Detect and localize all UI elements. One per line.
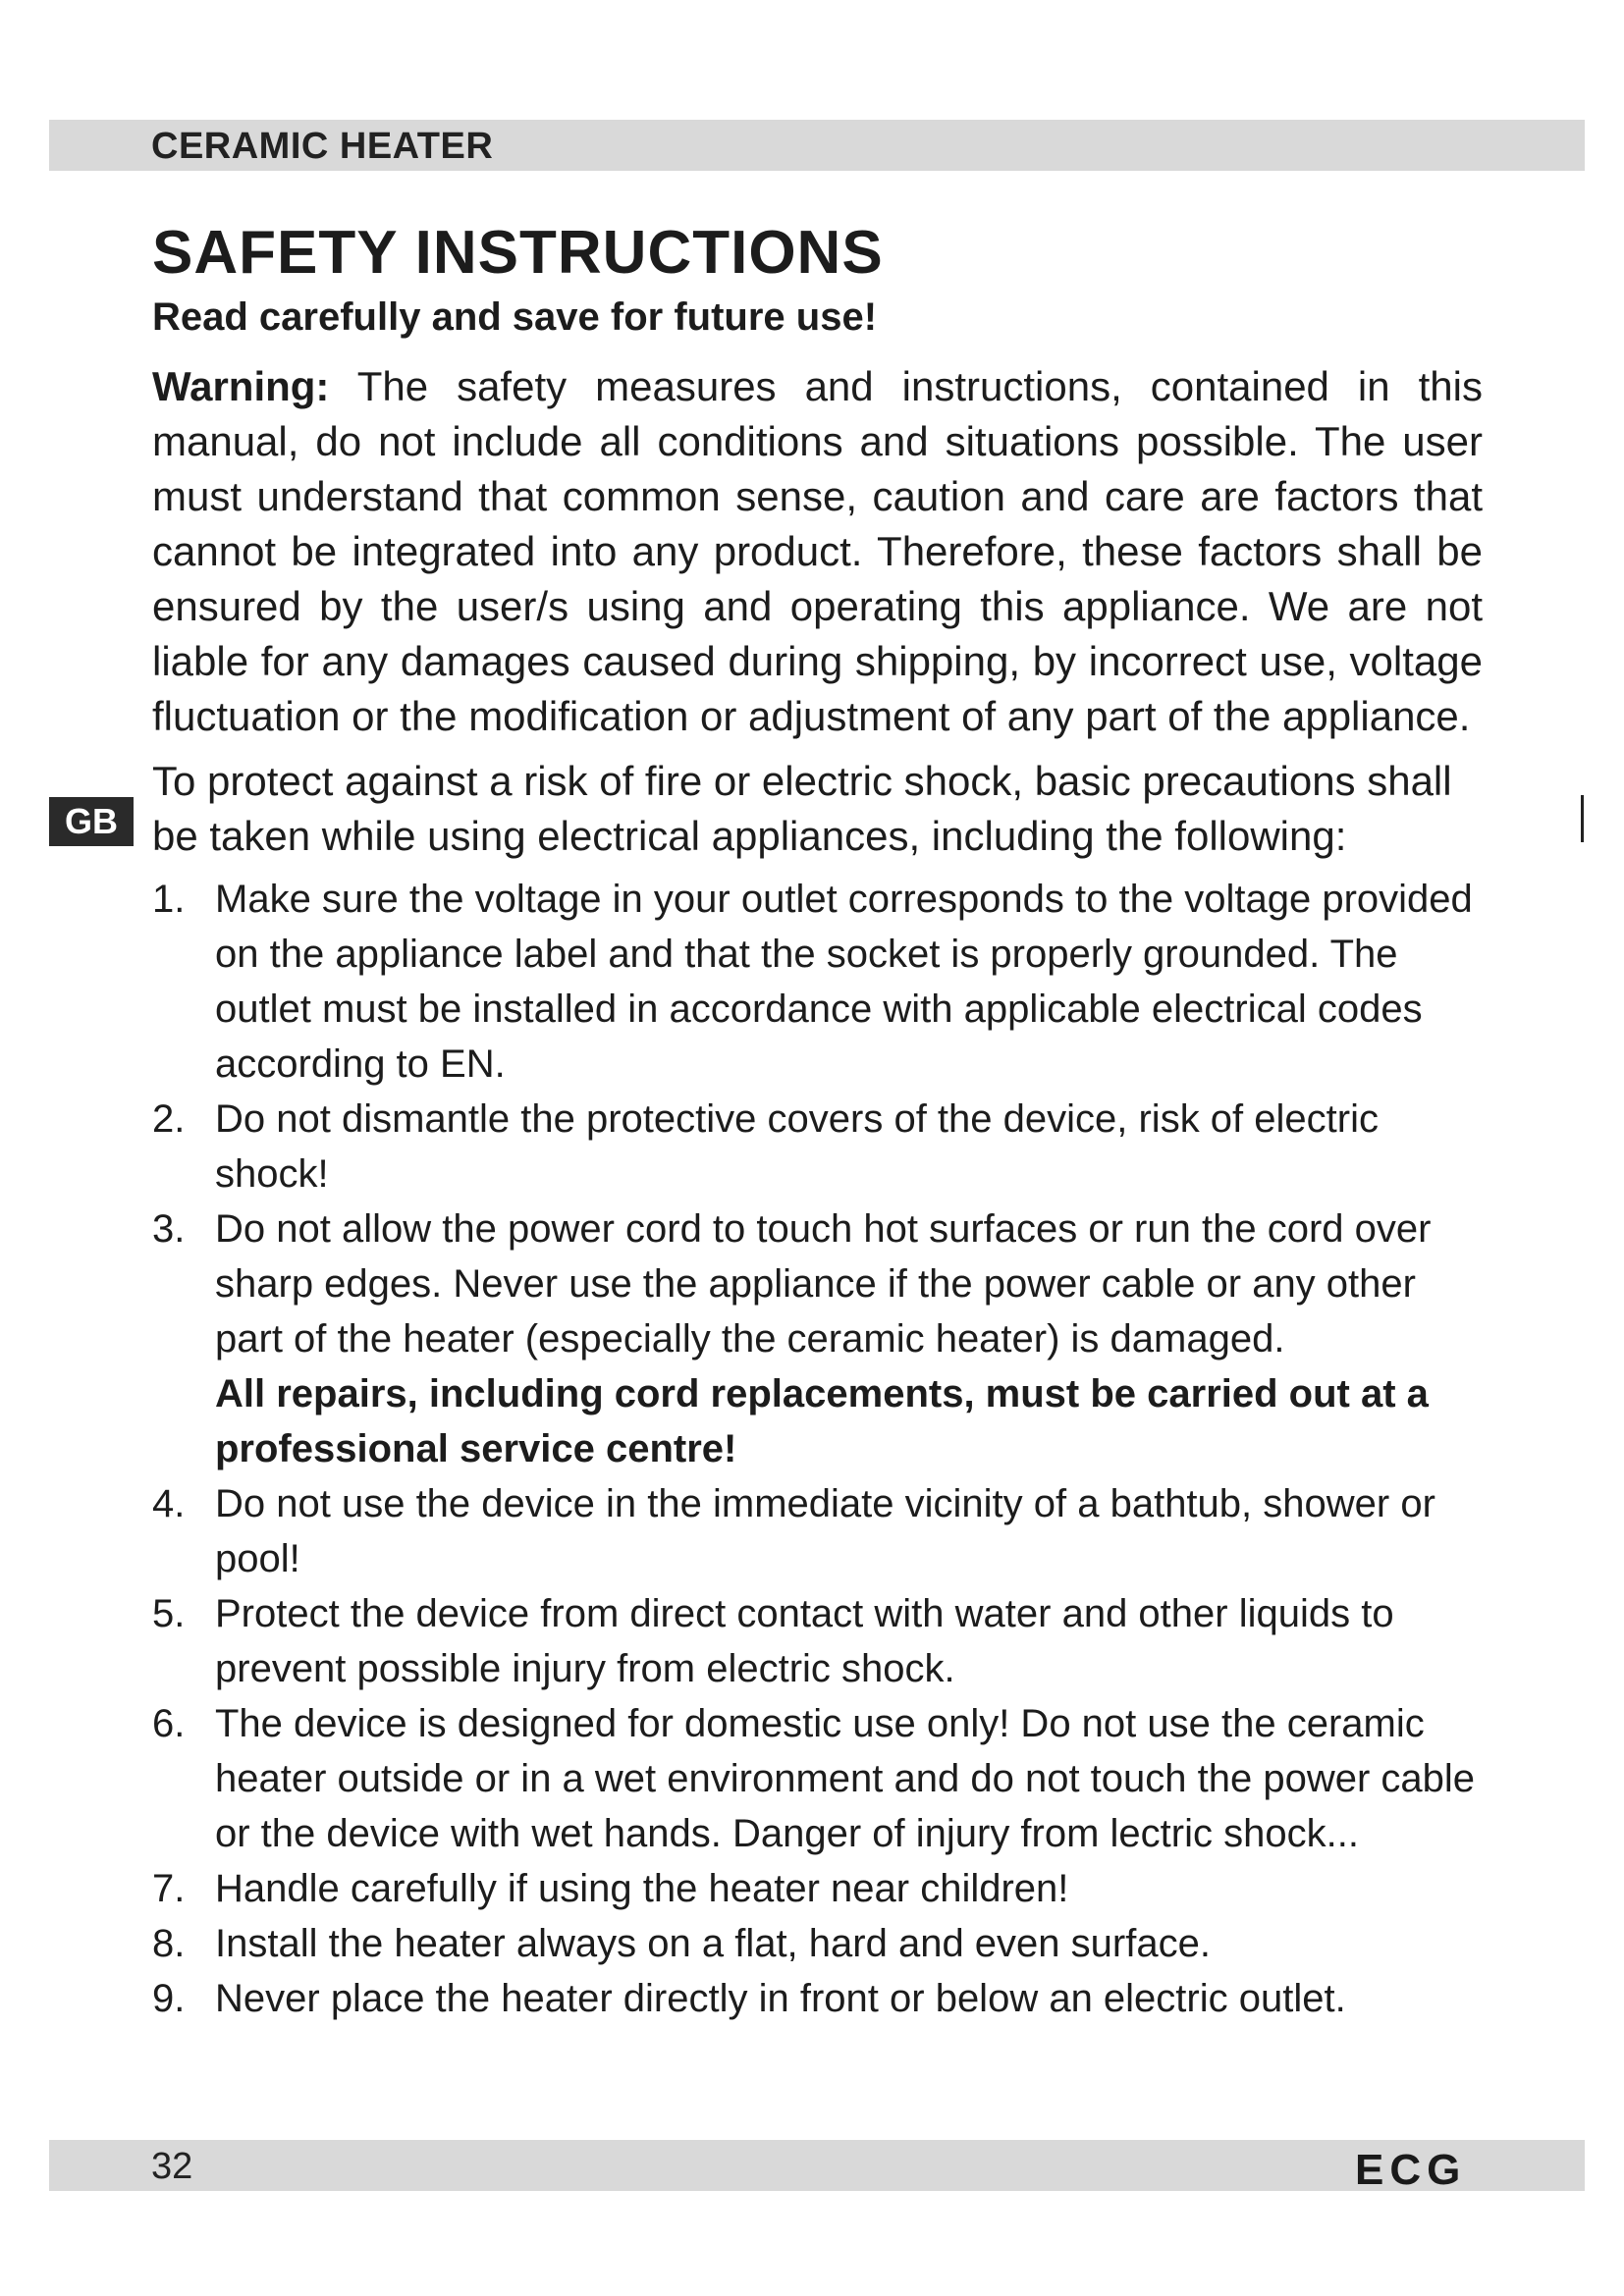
intro-paragraph: To protect against a risk of fire or electric shock, basic precautions shall be taken while using electrical appliances, including the following: <box>152 758 1452 859</box>
list-item <box>152 1971 1483 2026</box>
header-bar <box>49 120 1585 171</box>
list-item <box>152 1586 1483 1696</box>
warning-text: The safety measures and instructions, contained in this manual, do not include all conditions and situations possible. The user must understand that common sense, caution and care are factors that cannot be integrated into any product. Therefore, these factors shall be ensured by the user/s using and operating this appliance. We are not liable for any damages caused during shipping, by incorrect use, voltage fluctuation or the modification or adjustment of any part of the appliance. <box>152 363 1483 739</box>
item-text: Make sure the voltage in your outlet corresponds to the voltage provided on the appliance label and that the socket is properly grounded. The outlet must be installed in accordance with applicable electrical codes according to EN. <box>215 878 1473 1086</box>
page-title: SAFETY INSTRUCTIONS <box>152 219 884 287</box>
main-content <box>152 216 1483 2026</box>
item-number: 2. <box>152 1097 186 1141</box>
list-item <box>152 1861 1483 1916</box>
item-text: Do not use the device in the immediate vicinity of a bathtub, shower or pool! <box>215 1482 1435 1580</box>
subtitle: Read carefully and save for future use! <box>152 295 878 339</box>
item-number: 1. <box>152 878 186 921</box>
item-number: 7. <box>152 1867 186 1910</box>
margin-mark <box>1581 795 1584 842</box>
item-bold-note: All repairs, including cord replacements, must be carried out at a professional service centre! <box>215 1372 1429 1470</box>
item-number: 5. <box>152 1592 186 1635</box>
brand-logo: ECG <box>1355 2146 1467 2194</box>
footer-bar <box>49 2140 1585 2194</box>
list-item <box>152 1916 1483 1971</box>
list-item <box>152 1476 1483 1586</box>
item-text: Install the heater always on a flat, hard and even surface. <box>215 1922 1211 1965</box>
list-item <box>152 1696 1483 1861</box>
item-number: 6. <box>152 1702 186 1745</box>
warning-label: Warning: <box>152 363 330 409</box>
item-text: Do not dismantle the protective covers of the device, risk of electric shock! <box>215 1097 1379 1196</box>
item-text: Protect the device from direct contact with water and other liquids to prevent possible injury from electric shock. <box>215 1592 1394 1690</box>
item-number: 3. <box>152 1207 186 1251</box>
item-text: The device is designed for domestic use only! Do not use the ceramic heater outside or in a wet environment and do not touch the power cable or the device with wet hands. Danger of injury from lectric shock... <box>215 1702 1476 1855</box>
list-item <box>152 1092 1483 1201</box>
item-number: 8. <box>152 1922 186 1965</box>
language-tab: GB <box>49 797 134 846</box>
item-text: Do not allow the power cord to touch hot surfaces or run the cord over sharp edges. Never use the appliance if the power cable or any other part of the heater (especially the ceramic heater) is damaged. <box>215 1207 1432 1361</box>
header-title: CERAMIC HEATER <box>151 126 494 167</box>
item-text: Never place the heater directly in front or below an electric outlet. <box>215 1977 1346 2020</box>
page-number: 32 <box>151 2146 193 2187</box>
instructions-list <box>152 872 1483 2026</box>
item-text: Handle carefully if using the heater near children! <box>215 1867 1069 1910</box>
list-item <box>152 872 1483 1092</box>
list-item <box>152 1201 1483 1476</box>
warning-paragraph <box>152 359 1483 744</box>
item-number: 9. <box>152 1977 186 2020</box>
item-number: 4. <box>152 1482 186 1525</box>
